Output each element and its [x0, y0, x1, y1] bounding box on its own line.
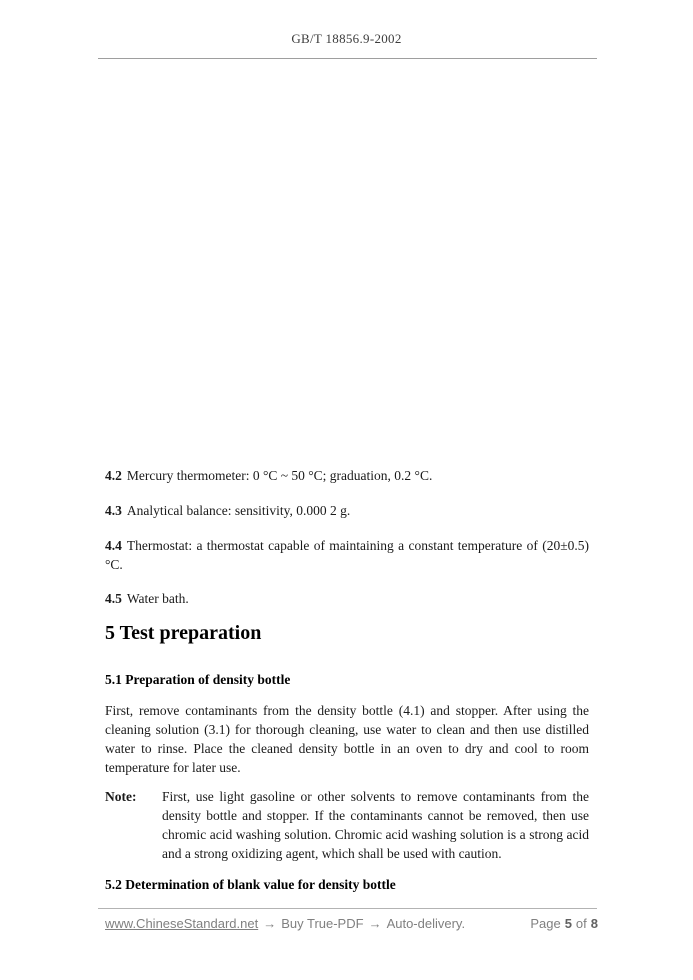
- clause-text: Analytical balance: sensitivity, 0.000 2 g.: [126, 503, 351, 518]
- clause-number: 4.3: [105, 503, 122, 518]
- clause-number: 4.2: [105, 468, 122, 483]
- footer-buy-text: Buy True-PDF: [281, 916, 364, 931]
- section-heading-5: 5 Test preparation: [105, 622, 262, 644]
- clause-number: 4.4: [105, 538, 122, 553]
- clause-text: Mercury thermometer: 0 °C ~ 50 °C; graduation, 0.2 °C.: [126, 468, 433, 483]
- footer-link[interactable]: www.ChineseStandard.net: [105, 916, 259, 931]
- arrow-right-icon: →: [263, 916, 277, 931]
- clause-4-3: [105, 501, 589, 520]
- clause-number: 4.5: [105, 591, 122, 606]
- clause-text: Thermostat: a thermostat capable of maintaining a constant temperature of (20±0.5) °C.: [105, 538, 589, 572]
- clause-4-2: [105, 466, 589, 485]
- subsection-heading-5-1: 5.1 Preparation of density bottle: [105, 672, 291, 687]
- paragraph-density-bottle-preparation: First, remove contaminants from the density bottle (4.1) and stopper. After using the cleaning solution (3.1) for thorough cleaning, use water to clean and then use distilled water to rinse. Place the cleaned density bottle in an oven to dry and cool to room temperature for later use.: [105, 703, 589, 775]
- note-block: [105, 787, 589, 863]
- footer-promo: [105, 916, 465, 931]
- page-indicator: [530, 916, 598, 931]
- of-label: of: [575, 916, 587, 931]
- note-text: First, use light gasoline or other solvents to remove contaminants from the density bottle and stopper. If the contaminants cannot be removed, then use chromic acid washing solution. Chromic acid washing solution is a strong acid and a strong oxidizing agent, which shall be used with caution.: [162, 789, 589, 861]
- clause-text: Water bath.: [126, 591, 189, 606]
- document-body: [105, 466, 589, 894]
- page-current: 5: [564, 916, 572, 931]
- clause-4-4: [105, 536, 589, 574]
- subsection-heading-5-2: 5.2 Determination of blank value for density bottle: [105, 877, 396, 892]
- header-doc-number: GB/T 18856.9-2002: [291, 31, 402, 46]
- page-label: Page: [530, 916, 561, 931]
- page-footer: [105, 916, 598, 931]
- note-label: Note:: [105, 789, 137, 804]
- page-total: 8: [590, 916, 598, 931]
- footer-delivery-text: Auto-delivery.: [386, 916, 466, 931]
- arrow-right-icon: →: [368, 916, 382, 931]
- header-rule: [98, 58, 597, 59]
- footer-rule: [98, 908, 597, 909]
- clause-4-5: [105, 589, 589, 608]
